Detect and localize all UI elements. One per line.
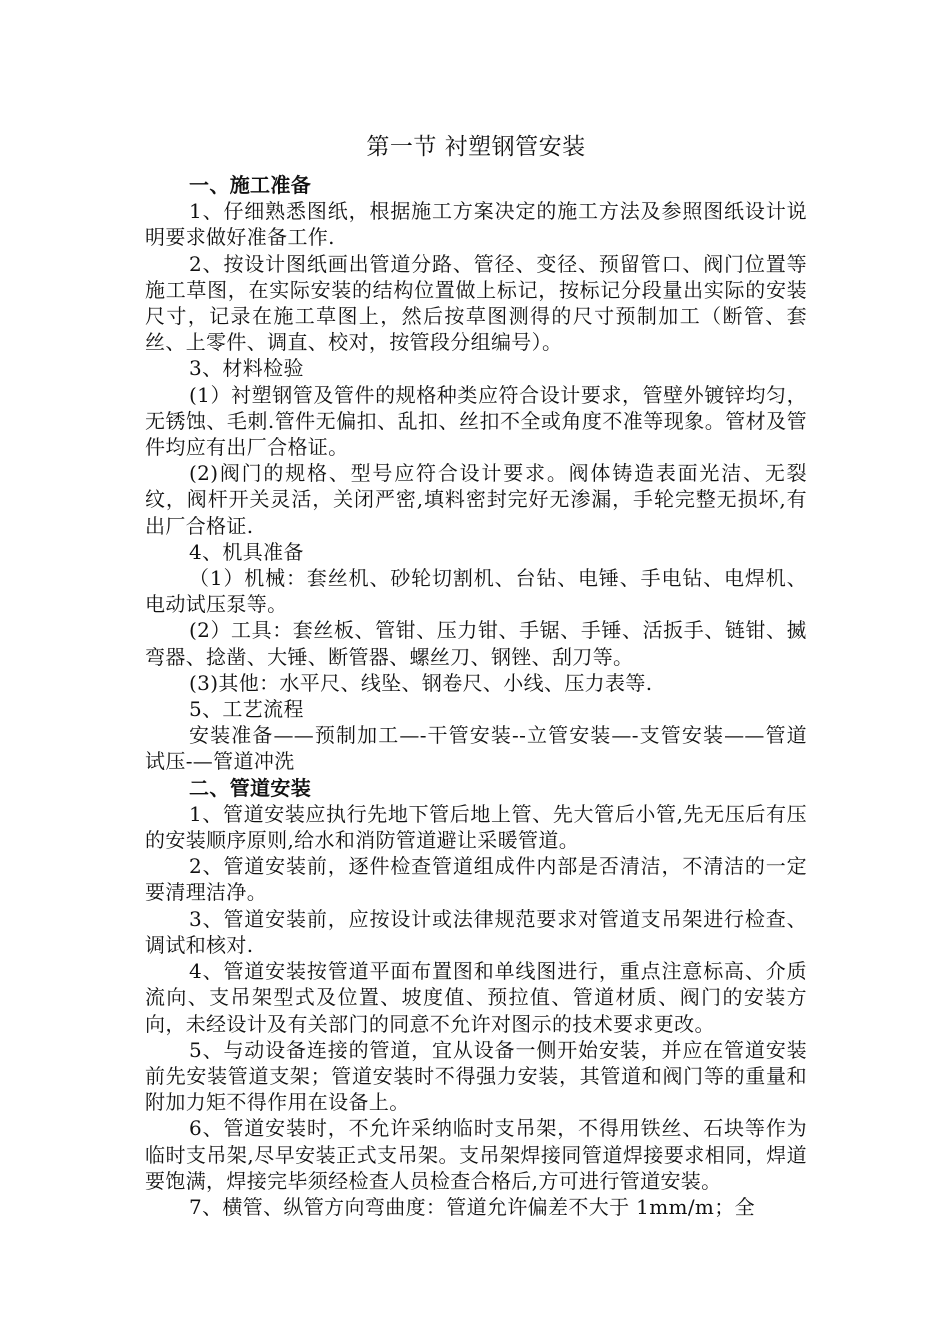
paragraph: 4、管道安装按管道平面布置图和单线图进行，重点注意标高、介质流向、支吊架型式及位置、坡度值、预拉值、管道材质、阀门的安装方向，未经设计及有关部门的同意不允许对图示的技术要求更改。: [145, 959, 807, 1036]
section-heading-pipe-installation: 二、管道安装: [189, 775, 312, 800]
section-heading-preparation: 一、施工准备: [189, 173, 312, 197]
paragraph: 1、仔细熟悉图纸，根据施工方案决定的施工方法及参照图纸设计说明要求做好准备工作.: [145, 199, 807, 250]
paragraph: 3、材料检验: [189, 356, 304, 381]
paragraph: 2、按设计图纸画出管道分路、管径、变径、预留管口、阀门位置等施工草图，在实际安装的结构位置做上标记，按标记分段量出实际的安装尺寸，记录在施工草图上，然后按草图测得的尺寸预制加工（断管、套丝、上零件、调直、校对，按管段分组编号）。: [145, 251, 807, 355]
paragraph: 3、管道安装前，应按设计或法律规范要求对管道支吊架进行检查、调试和核对.: [145, 906, 807, 957]
process-flow: 安装准备——预制加工—-干管安装--立管安装—-支管安装——管道试压-—管道冲洗: [145, 723, 807, 774]
paragraph: 4、机具准备: [189, 539, 304, 564]
paragraph: 6、管道安装时，不允许采纳临时支吊架，不得用铁丝、石块等作为临时支吊架,尽早安装正式支吊架。支吊架焊接同管道焊接要求相同，焊道要饱满，焊接完毕须经检查人员检查合格后,方可进行管道安装。: [145, 1116, 807, 1193]
paragraph: 5、工艺流程: [189, 697, 304, 722]
paragraph: (2）工具：套丝板、管钳、压力钳、手锯、手锤、活扳手、链钳、揻弯器、捻凿、大锤、断管器、螺丝刀、钢锉、刮刀等。: [145, 618, 807, 669]
paragraph: (3)其他：水平尺、线坠、钢卷尺、小线、压力表等.: [189, 670, 653, 695]
paragraph: (1）衬塑钢管及管件的规格种类应符合设计要求，管壁外镀锌均匀，无锈蚀、毛刺.管件无偏扣、乱扣、丝扣不全或角度不准等现象。管材及管件均应有出厂合格证。: [145, 382, 807, 460]
paragraph: (2)阀门的规格、型号应符合设计要求。阀体铸造表面光洁、无裂纹，阀杆开关灵活，关闭严密,填料密封完好无渗漏，手轮完整无损坏,有出厂合格证.: [145, 461, 807, 538]
paragraph: 5、与动设备连接的管道，宜从设备一侧开始安装，并应在管道安装前先安装管道支架；管道安装时不得强力安装，其管道和阀门等的重量和附加力矩不得作用在设备上。: [145, 1037, 807, 1115]
paragraph: 2、管道安装前，逐件检查管道组成件内部是否清洁，不清洁的一定要清理洁净。: [145, 854, 807, 905]
document-page: [145, 132, 807, 1220]
paragraph: （1）机械：套丝机、砂轮切割机、台钻、电锤、手电钻、电焊机、电动试压泵等。: [145, 566, 807, 617]
paragraph: 1、管道安装应执行先地下管后地上管、先大管后小管,先无压后有压的安装顺序原则,给水和消防管道避让采暖管道。: [145, 801, 807, 853]
page-title: 第一节 衬塑钢管安装: [366, 134, 586, 160]
paragraph: 7、横管、纵管方向弯曲度：管道允许偏差不大于 1mm/m；全: [189, 1194, 755, 1219]
